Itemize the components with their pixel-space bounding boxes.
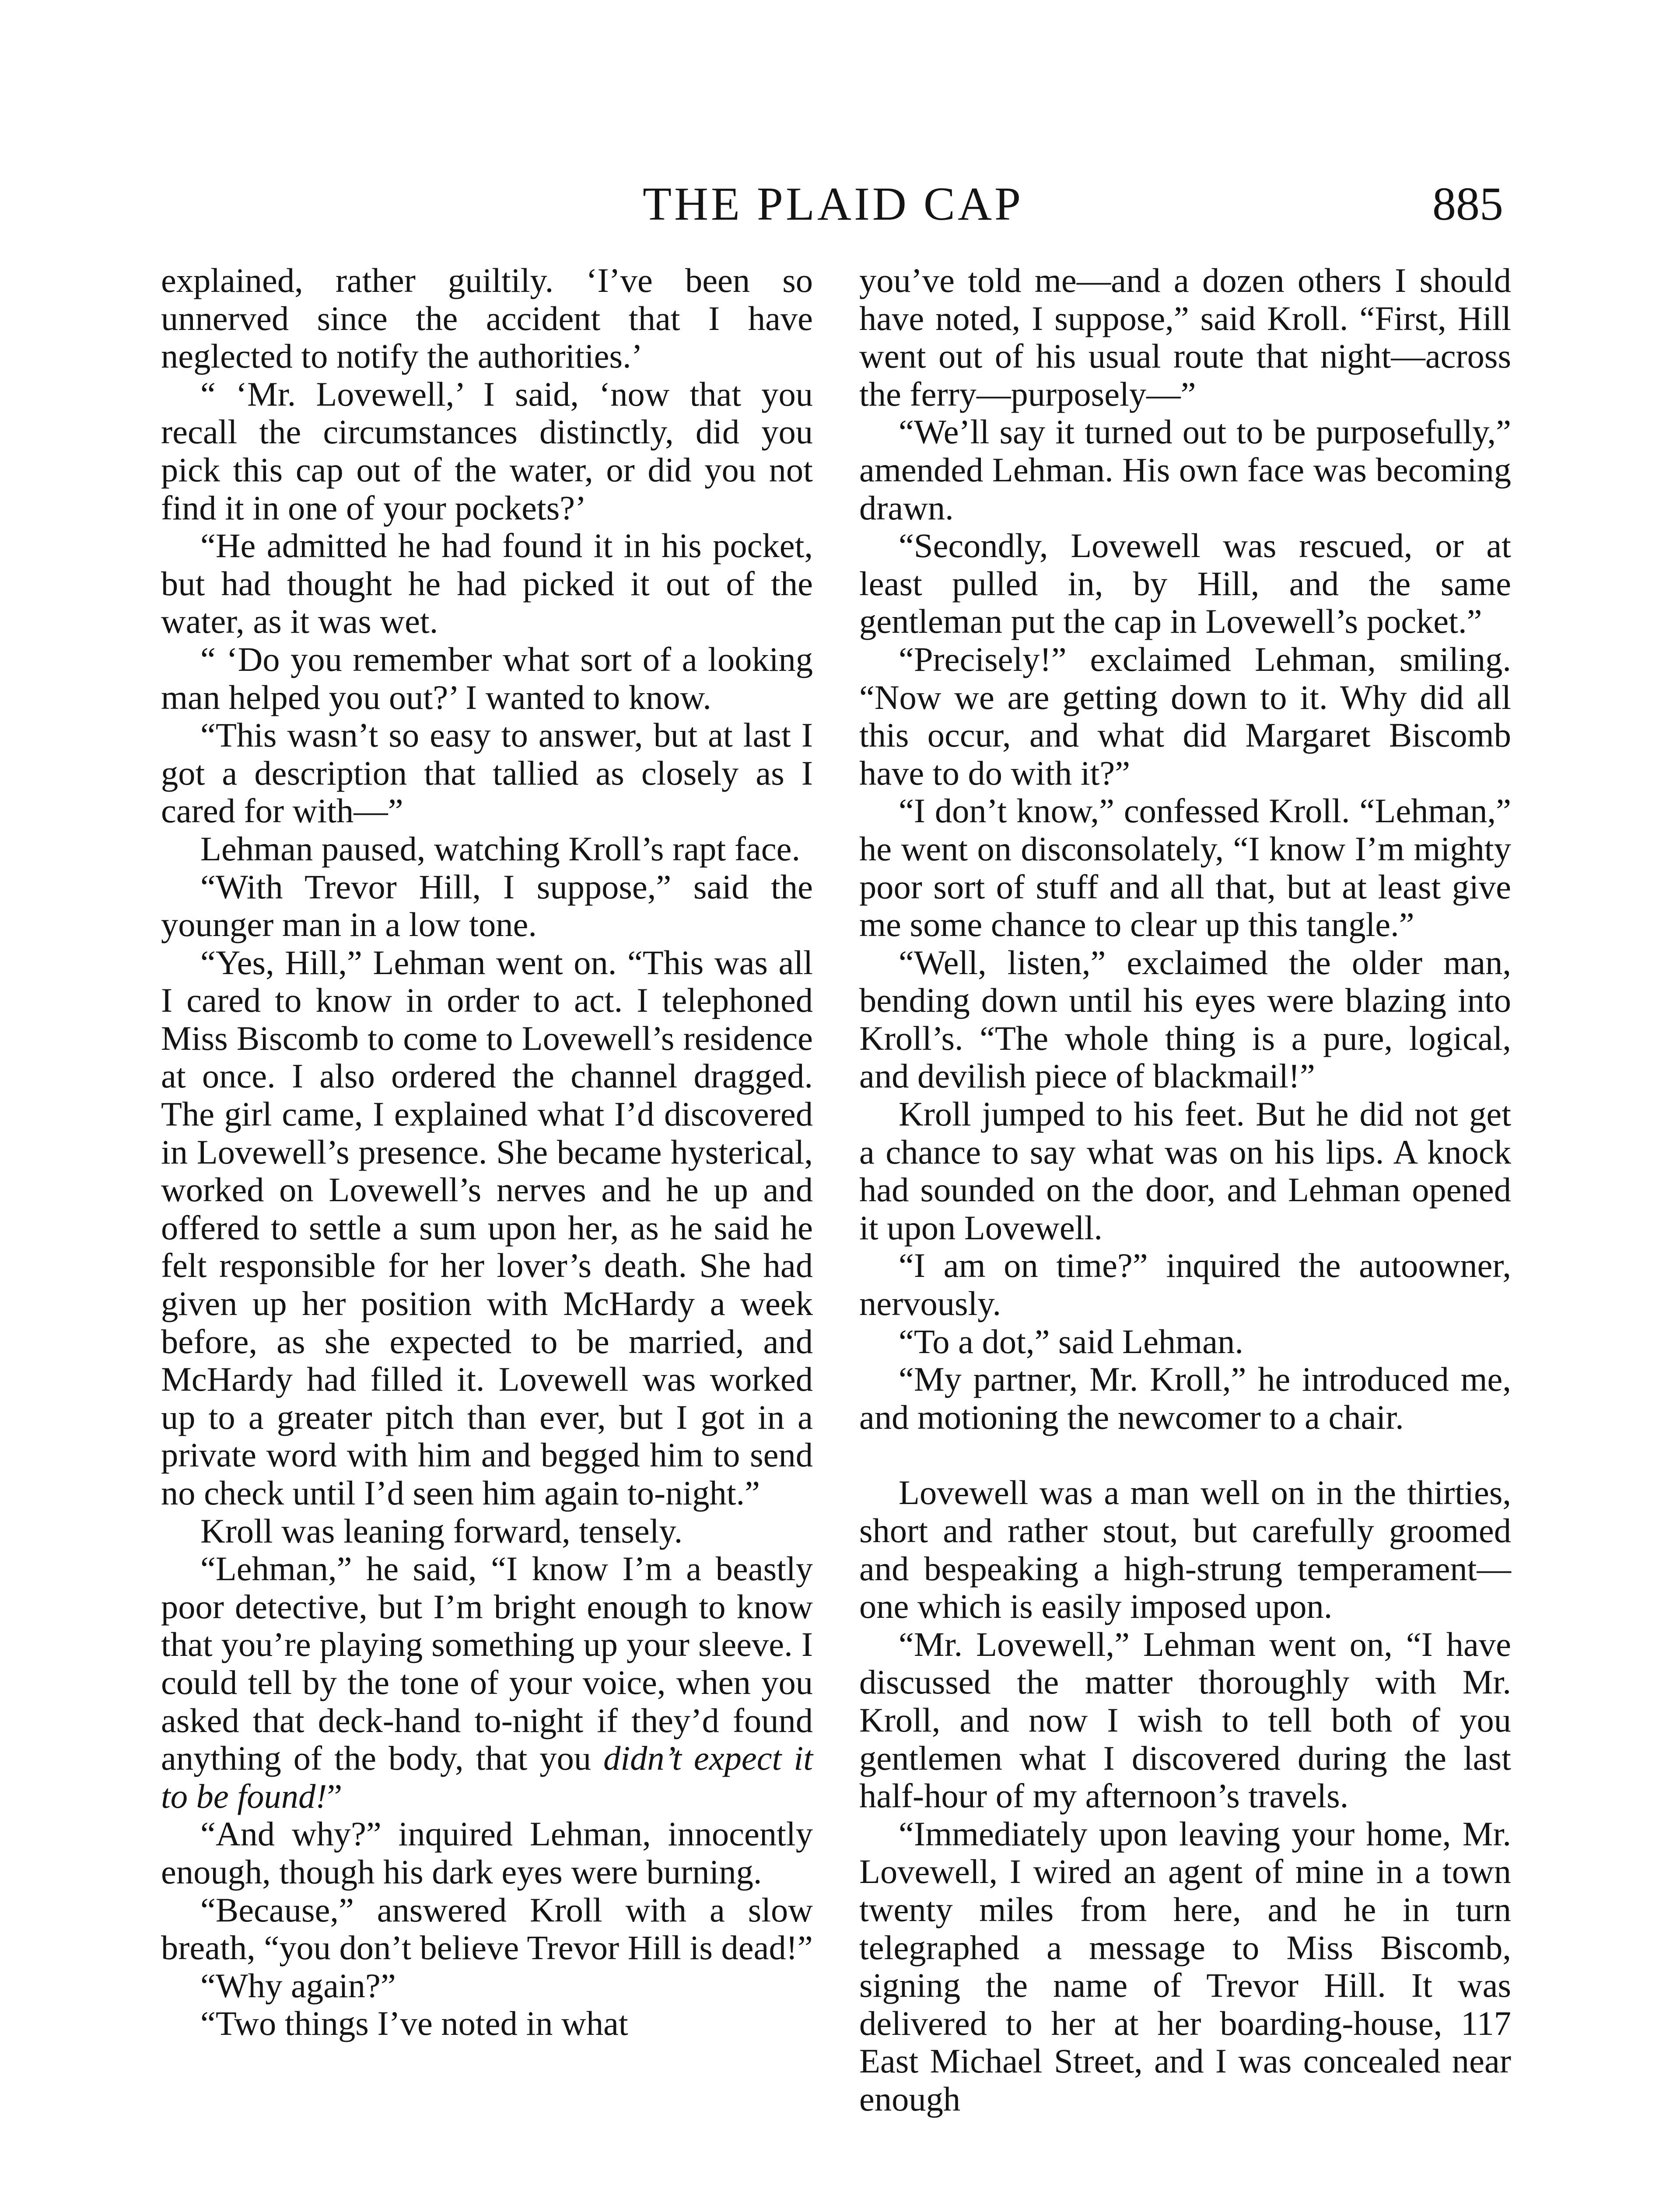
paragraph: explained, rather guiltily. ‘I’ve been so unnerved since the accident that I have neglected to notify the authorities.’: [161, 261, 813, 375]
paragraph: “I am on time?” inquired the autoowner, nervously.: [859, 1246, 1511, 1323]
paragraph: “Because,” answered Kroll with a slow breath, “you don’t believe Trevor Hill is dead!”: [161, 1890, 813, 1967]
paragraph: “He admitted he had found it in his pocket, but had thought he had picked it out of the water, as it was wet.: [161, 526, 813, 641]
paragraph: “To a dot,” said Lehman.: [899, 1322, 1243, 1360]
paragraph: Lehman paused, watching Kroll’s rapt face.: [200, 829, 801, 868]
left-column: [161, 262, 813, 2043]
paragraph: “We’ll say it turned out to be purposefully,” amended Lehman. His own face was becoming drawn.: [859, 413, 1511, 527]
page-number: 885: [1432, 178, 1503, 230]
running-title: THE PLAID CAP: [642, 178, 1024, 230]
paragraph: “Why again?”: [200, 1966, 396, 2005]
text-run: ”: [327, 1777, 343, 1815]
paragraph: “Immediately upon leaving your home, Mr. Lovewell, I wired an agent of mine in a town twenty miles from here, and he in turn telegraphed a message to Miss Biscomb, signing the name of Trevor Hill. It was delivered to her at her boarding-house, 117 East Michael Street, and I was concealed near enough: [859, 1814, 1511, 2118]
paragraph: “And why?” inquired Lehman, innocently enough, though his dark eyes were burning.: [161, 1815, 813, 1891]
paragraph: [161, 1550, 813, 1815]
paragraph: “I don’t know,” confessed Kroll. “Lehman,” he went on disconsolately, “I know I’m mighty poor sort of stuff and all that, but at least give me some chance to clear up this tangle.”: [859, 792, 1511, 944]
section-break-paragraph: Lovewell was a man well on in the thirties, short and rather stout, but carefully groomed and bespeaking a high-strung temperament—one which is easily imposed upon.: [859, 1473, 1511, 1626]
text-run: “Lehman,” he said, “I know I’m a beastly poor detective, but I’m bright enough to know that you’re playing something up your sleeve. I could tell by the tone of your voice, when you asked that deck-hand to-night if they’d found anything of the body, that you: [161, 1550, 813, 1778]
paragraph: “Mr. Lovewell,” Lehman went on, “I have discussed the matter thoroughly with Mr. Kroll, and now I wish to tell both of you gentlemen what I discovered during the last half-hour of my afternoon’s travels.: [859, 1625, 1511, 1815]
running-head: [163, 172, 1503, 237]
italic-text-run: didn’t expect it to be found!: [161, 1739, 813, 1815]
paragraph: Kroll was leaning forward, tensely.: [200, 1511, 683, 1550]
paragraph: “ ‘Do you remember what sort of a looking man helped you out?’ I wanted to know.: [161, 640, 813, 716]
paragraph: “Precisely!” exclaimed Lehman, smiling. “Now we are getting down to it. Why did all this occur, and what did Margaret Biscomb have to do with it?”: [859, 640, 1511, 792]
paragraph: “This wasn’t so easy to answer, but at last I got a description that tallied as closely as I cared for with—”: [161, 716, 813, 830]
paragraph: “My partner, Mr. Kroll,” he introduced me, and motioning the newcomer to a chair.: [859, 1360, 1511, 1436]
paragraph: you’ve told me—and a dozen others I should have noted, I suppose,” said Kroll. “First, Hill went out of his usual route that night—across the ferry—purposely—”: [859, 261, 1511, 413]
paragraph: “Secondly, Lovewell was rescued, or at least pulled in, by Hill, and the same gentleman put the cap in Lovewell’s pocket.”: [859, 526, 1511, 641]
paragraph: “Two things I’ve noted in what: [200, 2004, 628, 2043]
paragraph: “Yes, Hill,” Lehman went on. “This was all I cared to know in order to act. I telephoned Miss Biscomb to come to Lovewell’s residence at once. I also ordered the channel dragged. The girl came, I explained what I’d discovered in Lovewell’s presence. She became hysterical, worked on Lovewell’s nerves and he up and offered to settle a sum upon her, as he said he felt responsible for her lover’s death. She had given up her position with McHardy a week before, as she expected to be married, and McHardy had filled it. Lovewell was worked up to a greater pitch than ever, but I got in a private word with him and begged him to send no check until I’d seen him again to-night.”: [161, 943, 813, 1512]
paragraph: “With Trevor Hill, I suppose,” said the younger man in a low tone.: [161, 867, 813, 944]
paragraph: “ ‘Mr. Lovewell,’ I said, ‘now that you recall the circumstances distinctly, did you pick this cap out of the water, or did you not find it in one of your pockets?’: [161, 375, 813, 527]
paragraph: “Well, listen,” exclaimed the older man, bending down until his eyes were blazing into Kroll’s. “The whole thing is a pure, logical, and devilish piece of blackmail!”: [859, 943, 1511, 1095]
paragraph: Kroll jumped to his feet. But he did not get a chance to say what was on his lips. A knock had sounded on the door, and Lehman opened it upon Lovewell.: [859, 1095, 1511, 1247]
right-column: [859, 262, 1511, 2118]
